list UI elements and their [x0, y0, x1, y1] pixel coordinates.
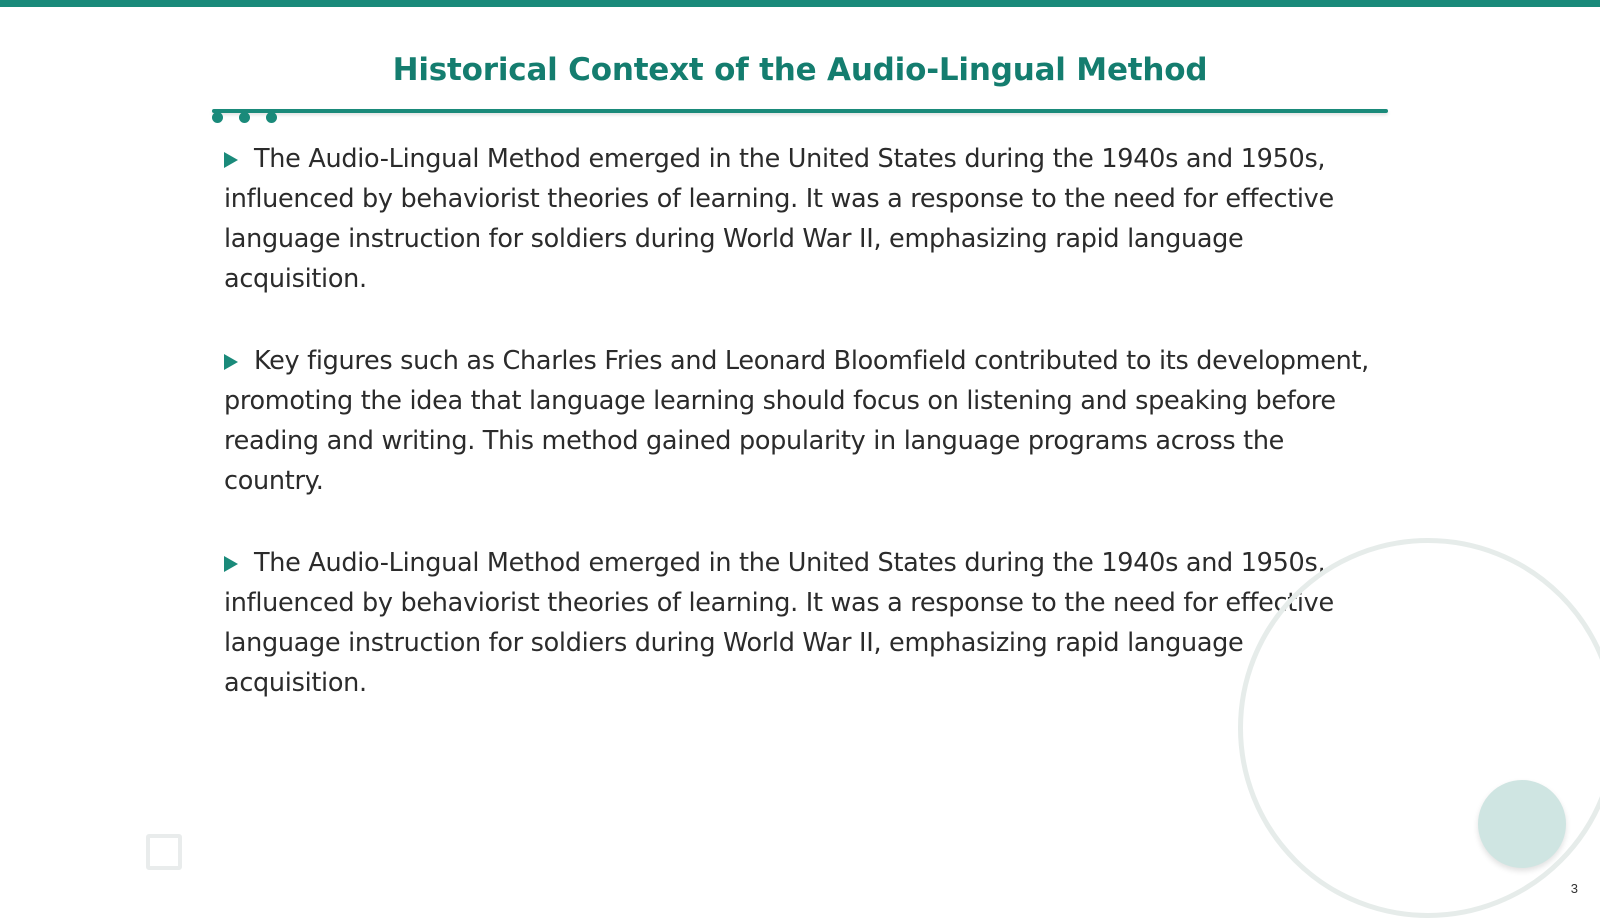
bullet-item [224, 139, 1384, 299]
underline-dot [239, 112, 250, 123]
bullet-text: The Audio-Lingual Method emerged in the United States during the 1940s and 1950s, influenced by behaviorist theories of learning. It was a response to the need for effective language instruction for soldiers during World War II, emphasizing rapid language acquisition. [224, 144, 1334, 294]
decorative-square [146, 834, 182, 870]
underline-dot [266, 112, 277, 123]
triangle-bullet-icon [224, 152, 238, 168]
bullet-item [224, 543, 1384, 703]
bullet-list [224, 139, 1384, 745]
title-underline-dots [212, 112, 277, 123]
decorative-circle [1478, 780, 1566, 868]
top-accent-bar [0, 0, 1600, 7]
triangle-bullet-icon [224, 556, 238, 572]
bullet-text: The Audio-Lingual Method emerged in the United States during the 1940s and 1950s, influenced by behaviorist theories of learning. It was a response to the need for effective language instruction for soldiers during World War II, emphasizing rapid language acquisition. [224, 548, 1334, 698]
triangle-bullet-icon [224, 354, 238, 370]
underline-dot [212, 112, 223, 123]
slide-title: Historical Context of the Audio-Lingual Method [392, 52, 1208, 88]
title-underline [212, 109, 1388, 113]
page-number: 3 [1570, 881, 1578, 896]
bullet-item [224, 341, 1384, 501]
bullet-text: Key figures such as Charles Fries and Leonard Bloomfield contributed to its development, promoting the idea that language learning should focus on listening and speaking before reading and writing. This method gained popularity in language programs across the country. [224, 346, 1369, 496]
